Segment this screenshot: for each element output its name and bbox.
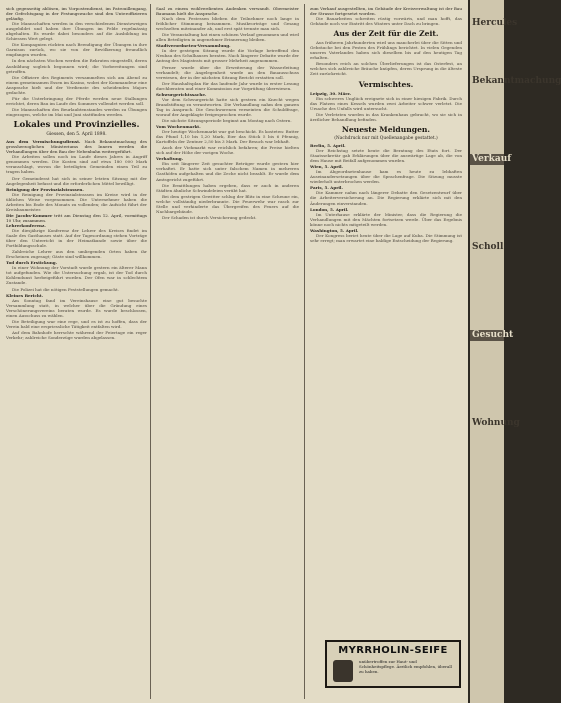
article-body: Die diesjährige Konferenz der Lehrer des Kreises findet im Saale des Gasthauses statt. Auf der Tagesordnung stehen Vorträge über den Unterricht in der Heimatkunde sowie über die Fortbildungsschule. Zahlreiche Lehrer aus den umliegenden Orten haben ihr Erscheinen zugesagt; Gäste sind willkommen. bbox=[6, 227, 147, 260]
article-body: Die Kammer nahm nach längerer Debatte den Gesetzentwurf über die Arbeiterversicherung an. Die Regierung erklärte sich mit den Änderungen einverstanden. bbox=[310, 190, 462, 206]
article-body: In der gestrigen Sitzung wurde die Vorlage betreffend den Neubau des Schulhauses beraten. Nach längerer Debatte wurde der Antrag des Magistrats mit grosser Mehrheit angenommen. Ferner wurde über die Erweiterung der Wasserleitung verhandelt; die Angelegenheit wurde an den Bauausschuss verwiesen, der in der nächsten Sitzung Bericht erstatten soll. Der Haushaltsplan für das laufende Jahr wurde in erster Lesung durchberaten und einer Kommission zur Vorprüfung überwiesen. bbox=[156, 48, 299, 91]
item-title: London, 5. April. bbox=[310, 206, 349, 212]
item-title: Paris, 5. April. bbox=[310, 185, 343, 191]
strip-word: Verkauf bbox=[472, 154, 512, 164]
article-body: Der Reichstag setzte heute die Beratung des Etats fort. Der Staatssekretär gab Erklärungen über die auswärtige Lage ab, die von dem Hause mit Beifall aufgenommen wurden. bbox=[310, 148, 462, 164]
item-title: Lehrerkonferenz. bbox=[6, 222, 46, 228]
strip-word: Gesucht bbox=[472, 330, 514, 340]
section-heading: Aus der Zeit für die Zeit. bbox=[333, 29, 439, 39]
item-title: Tod durch Erstickung. bbox=[6, 260, 58, 266]
section-heading: Neueste Meldungen. bbox=[341, 124, 431, 134]
article-body: In einer Wohnung der Vorstadt wurde gestern ein älterer Mann tot aufgefunden. Wie die Untersuchung ergab, ist der Tod durch Kohlendunst herbeigeführt worden. Der Ofen war in schlechtem Zustande. Die Polizei hat die nötigen Feststellungen gemacht. bbox=[6, 265, 147, 292]
article-body: Im Abgeordnetenhause kam es heute zu lebhaften Auseinandersetzungen über die Sprachenfrage. Die Sitzung musste wiederholt unterbrochen werden. bbox=[310, 169, 462, 185]
item-title: Stadtverordneten-Versammlung. bbox=[156, 43, 231, 49]
strip-word: Hercules bbox=[472, 18, 518, 28]
article-text: sich gegenseitig ablösen, im Vorpostendienst, im Patrouillengang, der Gefechtsgang in der Festungswache sind den Unteroffizieren geläufig. bbox=[6, 6, 147, 22]
article-body: Aus früheren Jahrhunderten wird uns mancherlei über die Sitten und Gebräuche bei den Festen des Frühlings berichtet. In vielen Gegenden unseres Vaterlandes haben sich dieselben bis auf den heutigen Tag erhalten. Besonders reich an solchen Überlieferungen ist das Osterfest, an welches sich zahlreiche Bräuche knüpfen, deren Ursprung in die älteste Zeit zurückreicht. bbox=[310, 40, 462, 77]
item-title: Die Jacobs-Kommer bbox=[6, 212, 53, 218]
strip-word: Scholl bbox=[472, 242, 504, 252]
item-title: Reinigung der Provinzialstrassen. bbox=[6, 186, 84, 192]
article-body: Der Kongress beriet heute über die Lage auf Kuba. Die Stimmung ist sehr erregt; man erwartet eine baldige Entscheidung der Regierung. bbox=[310, 232, 462, 243]
item-title: Washington, 5. April. bbox=[310, 227, 359, 233]
article-body: Die Mannschaften werden in den verschiedenen Dienstzweigen ausgebildet und haben ihre Übungen im Felde regelmässig abgehalten. Es wurde dabei besonders auf die Ausbildung im Schiessen Wert gelegt. Die Kompagnien rückten nach Beendigung der Übungen in ihre Garnison zurück, wo sie von der Bevölkerung freundlich empfangen wurden. In den nächsten Wochen werden die Rekruten eingestellt, deren Ausbildung sogleich begonnen wird; die Vorbereitungen sind getroffen. Die Offiziere des Regiments versammelten sich am Abend zu einem gemeinsamen Essen im Kasino, wobei der Kommandeur eine Ansprache hielt und der Verdienste des scheidenden Majors gedachte. Für die Unterbringung der Pferde werden neue Stallungen errichtet, deren Bau im Laufe des Sommers vollendet werden soll. Die Mannschaften des Beurlaubtenstandes werden zu Übungen eingezogen, welche im Mai und Juni stattfinden werden. bbox=[6, 21, 147, 117]
item-text: tritt am Dienstag den 12. April, vormittags 10 Uhr, zusammen. bbox=[6, 212, 147, 223]
item-title: Wien, 5. April. bbox=[310, 164, 343, 170]
news-item bbox=[6, 139, 147, 154]
item-title: Leipzig, 30. März. bbox=[310, 90, 352, 96]
column-middle bbox=[156, 6, 299, 698]
news-item bbox=[6, 213, 147, 223]
adjacent-page-edge bbox=[470, 0, 561, 703]
advertisement bbox=[325, 640, 461, 688]
item-title: Aus dem Vermischungsdienst. bbox=[6, 139, 81, 145]
ad-title: MYRRHOLIN-SEIFE bbox=[338, 645, 448, 656]
article-body: Die Reinigung der Provinzialstrassen im Kreise wird in der üblichen Weise vorgenommen. Die Unternehmer haben die Arbeiten bis Ende des Monats zu vollenden; die Aufsicht führt der Kreisbaumeister. bbox=[6, 191, 147, 212]
item-title: Vom Wochenmarkt. bbox=[156, 124, 201, 130]
section-heading: Vermischtes. bbox=[358, 79, 414, 89]
article-body: Vor dem Schwurgericht hatte sich gestern ein Knecht wegen Brandstiftung zu verantworten. Die Verhandlung nahm den ganzen Tag in Anspruch. Die Geschworenen verneinten die Schuldfrage, worauf der Angeklagte freigesprochen wurde. Die nächste Sitzungsperiode beginnt am Montag nach Ostern. bbox=[156, 96, 299, 123]
strip-word: Wohnung bbox=[472, 418, 520, 428]
article-body: Im Unterhause erklärte der Minister, dass die Regierung die Verhandlungen mit den Mächten fortsetzen werde. Über das Ergebnis könne noch nichts mitgeteilt werden. bbox=[310, 211, 462, 227]
strip-word: Bekanntmachung bbox=[472, 76, 561, 86]
item-title: Kleines Bericht. bbox=[6, 292, 44, 298]
ad-text: unübertroffen zur Haut- und Schönheitspflege. Ärztlich empfohlen, überall zu haben. bbox=[359, 659, 452, 674]
article-body: Ein seit längerer Zeit gesuchter Betrüger wurde gestern hier verhaftet. Er hatte sich unter falschem Namen in mehreren Gasthöfen aufgehalten und die Zeche nicht bezahlt. Er wurde dem Amtsgericht zugeführt. Die Ermittlungen haben ergeben, dass er auch in anderen Städten ähnliche Schwindeleien verübt hat. Bei dem gestrigen Gewitter schlug der Blitz in eine Scheune ein, welche vollständig niederbrannte. Die Feuerwehr war rasch zur Stelle und verhinderte das Übergreifen des Feuers auf die Nachbargebäude. Der Schaden ist durch Versicherung gedeckt. bbox=[156, 161, 299, 220]
column-left bbox=[6, 6, 147, 698]
soap-icon bbox=[333, 660, 353, 682]
item-title: Verhaftung. bbox=[156, 156, 184, 162]
section-heading: Lokales und Provinzielles. bbox=[13, 119, 140, 130]
article-body: Die Bauarbeiten schreiten rüstig vorwärts, und man hofft, das Gebäude noch vor Eintritt des Winters unter Dach zu bringen. bbox=[310, 16, 462, 27]
column-right bbox=[310, 6, 462, 698]
column-rule bbox=[304, 4, 305, 699]
article-text: Saal zu einem wohlverdienten Andenken verwandt. Obermeister Baumann hielt die Ansprache. bbox=[156, 6, 299, 17]
item-title: Schwurgerichtssache. bbox=[156, 91, 207, 97]
item-title: Berlin, 5. April. bbox=[310, 143, 346, 148]
section-subheading: (Nachdruck nur mit Quellenangabe gestattet.) bbox=[334, 135, 438, 141]
article-text: zum Verkauf ausgestellten, im Gebäude der Kreisverwaltung ist der Bau der Strasse fortgesetzt worden. bbox=[310, 6, 462, 17]
article-body: Die Arbeiten sollen noch im Laufe dieses Jahres in Angriff genommen werden. Die Kosten sind auf etwa 180 000 Mark veranschlagt, wovon die beteiligten Gemeinden einen Teil zu tragen haben. Der Gemeinderat hat sich in seiner letzten Sitzung mit der Angelegenheit befasst und die erforderlichen Mittel bewilligt. bbox=[6, 154, 147, 186]
dateline: Giessen, den 5. April 1898. bbox=[46, 131, 107, 137]
article-body: Am Sonntag fand im Vereinshause eine gut besuchte Versammlung statt, in welcher über die Gründung eines Verschönerungsvereins beraten wurde. Es wurde beschlossen, einen Ausschuss zu wählen. Die Beteiligung war eine rege, und es ist zu hoffen, dass der Verein bald eine erspriessliche Tätigkeit entfalten wird. Auf dem Bahnhofe herrschte während der Feiertage ein reger Verkehr; zahlreiche Sonderzüge wurden abgelassen. bbox=[6, 297, 147, 340]
article-body: Der heutige Wochenmarkt war gut beschickt. Es kosteten: Butter das Pfund 1,10 bis 1,20 Mark, Eier das Stück 5 bis 6 Pfennig, Kartoffeln der Zentner 2,50 bis 3 Mark. Der Besuch war lebhaft. Auch der Viehmarkt war reichlich befahren; die Preise hielten sich auf der Höhe der vorigen Woche. bbox=[156, 129, 299, 156]
item-text: Nach Bekanntmachung des grossherzoglichen Ministeriums des Innern werden die Verhandlungen über den Bau der Nebenbahn weitergeführt. bbox=[6, 139, 147, 155]
article-body: Nach dem Festessen blieben die Teilnehmer noch lange in fröhlicher Stimmung beisammen. Musikvorträge und Gesang wechselten miteinander ab, und erst spät trennte man sich. Die Veranstaltung hat einen schönen Verlauf genommen und wird allen Beteiligten in angenehmer Erinnerung bleiben. bbox=[156, 16, 299, 43]
article-body: Ein schweres Unglück ereignete sich in einer hiesigen Fabrik. Durch das Platzen eines Kessels wurden zwei Arbeiter schwer verletzt. Die Ursache des Unfalls wird untersucht. Die Verletzten wurden in das Krankenhaus gebracht, wo sie sich in ärztlicher Behandlung befinden. bbox=[310, 95, 462, 122]
column-rule bbox=[150, 4, 151, 699]
